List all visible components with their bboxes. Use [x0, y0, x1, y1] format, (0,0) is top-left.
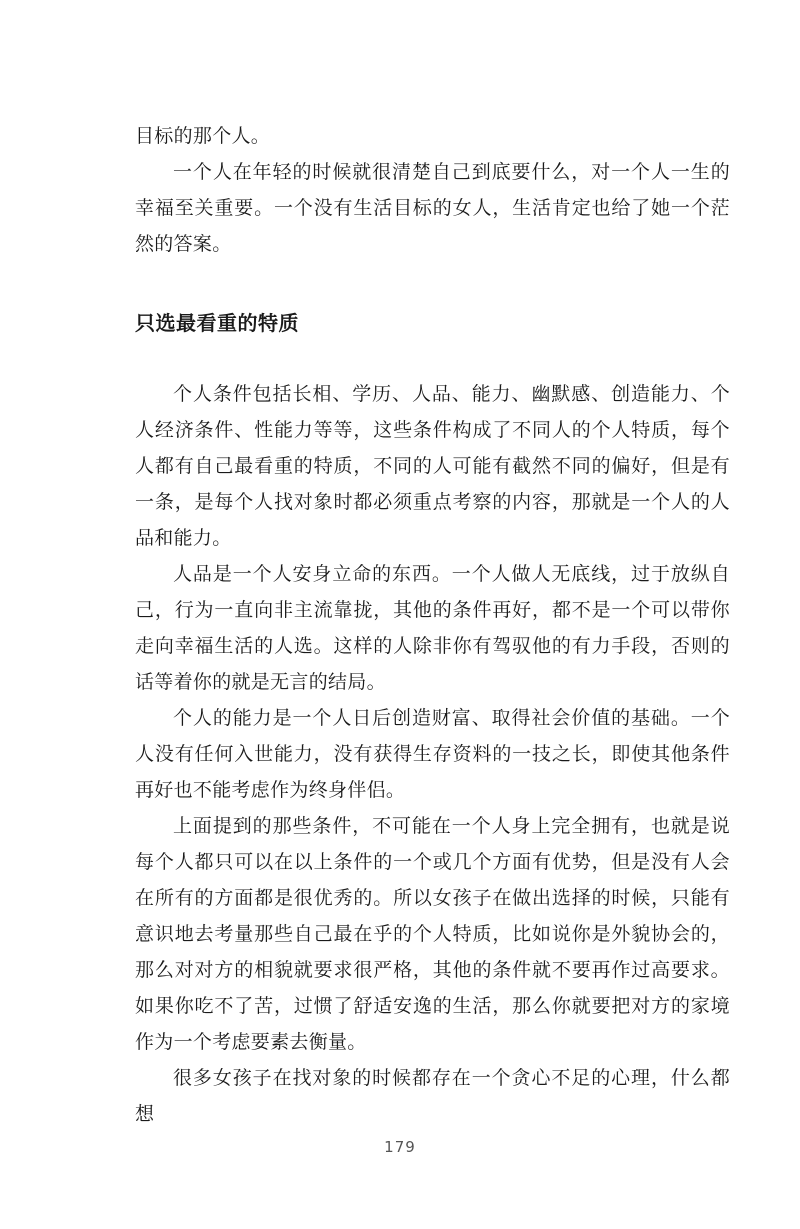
paragraph: 人品是一个人安身立命的东西。一个人做人无底线，过于放纵自己，行为一直向非主流靠拢，其他的条件再好，都不是一个可以带你走向幸福生活的人选。这样的人除非你有驾驭他的有力手段，否则的话等着你的就是无言的结局。	[135, 563, 730, 693]
paragraph: 个人条件包括长相、学历、人品、能力、幽默感、创造能力、个人经济条件、性能力等等，这些条件构成了不同人的个人特质，每个人都有自己最看重的特质，不同的人可能有截然不同的偏好，但是有一条，是每个人找对象时都必须重点考察的内容，那就是一个人的人品和能力。	[135, 383, 730, 549]
paragraph: 一个人在年轻的时候就很清楚自己到底要什么，对一个人一生的幸福至关重要。一个没有生活目标的女人，生活肯定也给了她一个茫然的答案。	[135, 161, 730, 255]
top-text-block	[135, 118, 730, 262]
section-heading: 只选最看重的特质	[135, 311, 299, 335]
body-text-block	[135, 376, 730, 1132]
paragraph: 上面提到的那些条件，不可能在一个人身上完全拥有，也就是说每个人都只可以在以上条件的一个或几个方面有优势，但是没有人会在所有的方面都是很优秀的。所以女孩子在做出选择的时候，只能有意识地去考量那些自己最在乎的个人特质，比如说你是外貌协会的，那么对对方的相貌就要求很严格，其他的条件就不要再作过高要求。如果你吃不了苦，过惯了舒适安逸的生活，那么你就要把对方的家境作为一个考虑要素去衡量。	[135, 815, 730, 1053]
paragraph: 很多女孩子在找对象的时候都存在一个贪心不足的心理，什么都想	[135, 1067, 730, 1125]
page-number: 179	[384, 1138, 416, 1156]
paragraph: 个人的能力是一个人日后创造财富、取得社会价值的基础。一个人没有任何入世能力，没有获得生存资料的一技之长，即使其他条件再好也不能考虑作为终身伴侣。	[135, 707, 730, 801]
paragraph-continuation: 目标的那个人。	[135, 125, 271, 147]
